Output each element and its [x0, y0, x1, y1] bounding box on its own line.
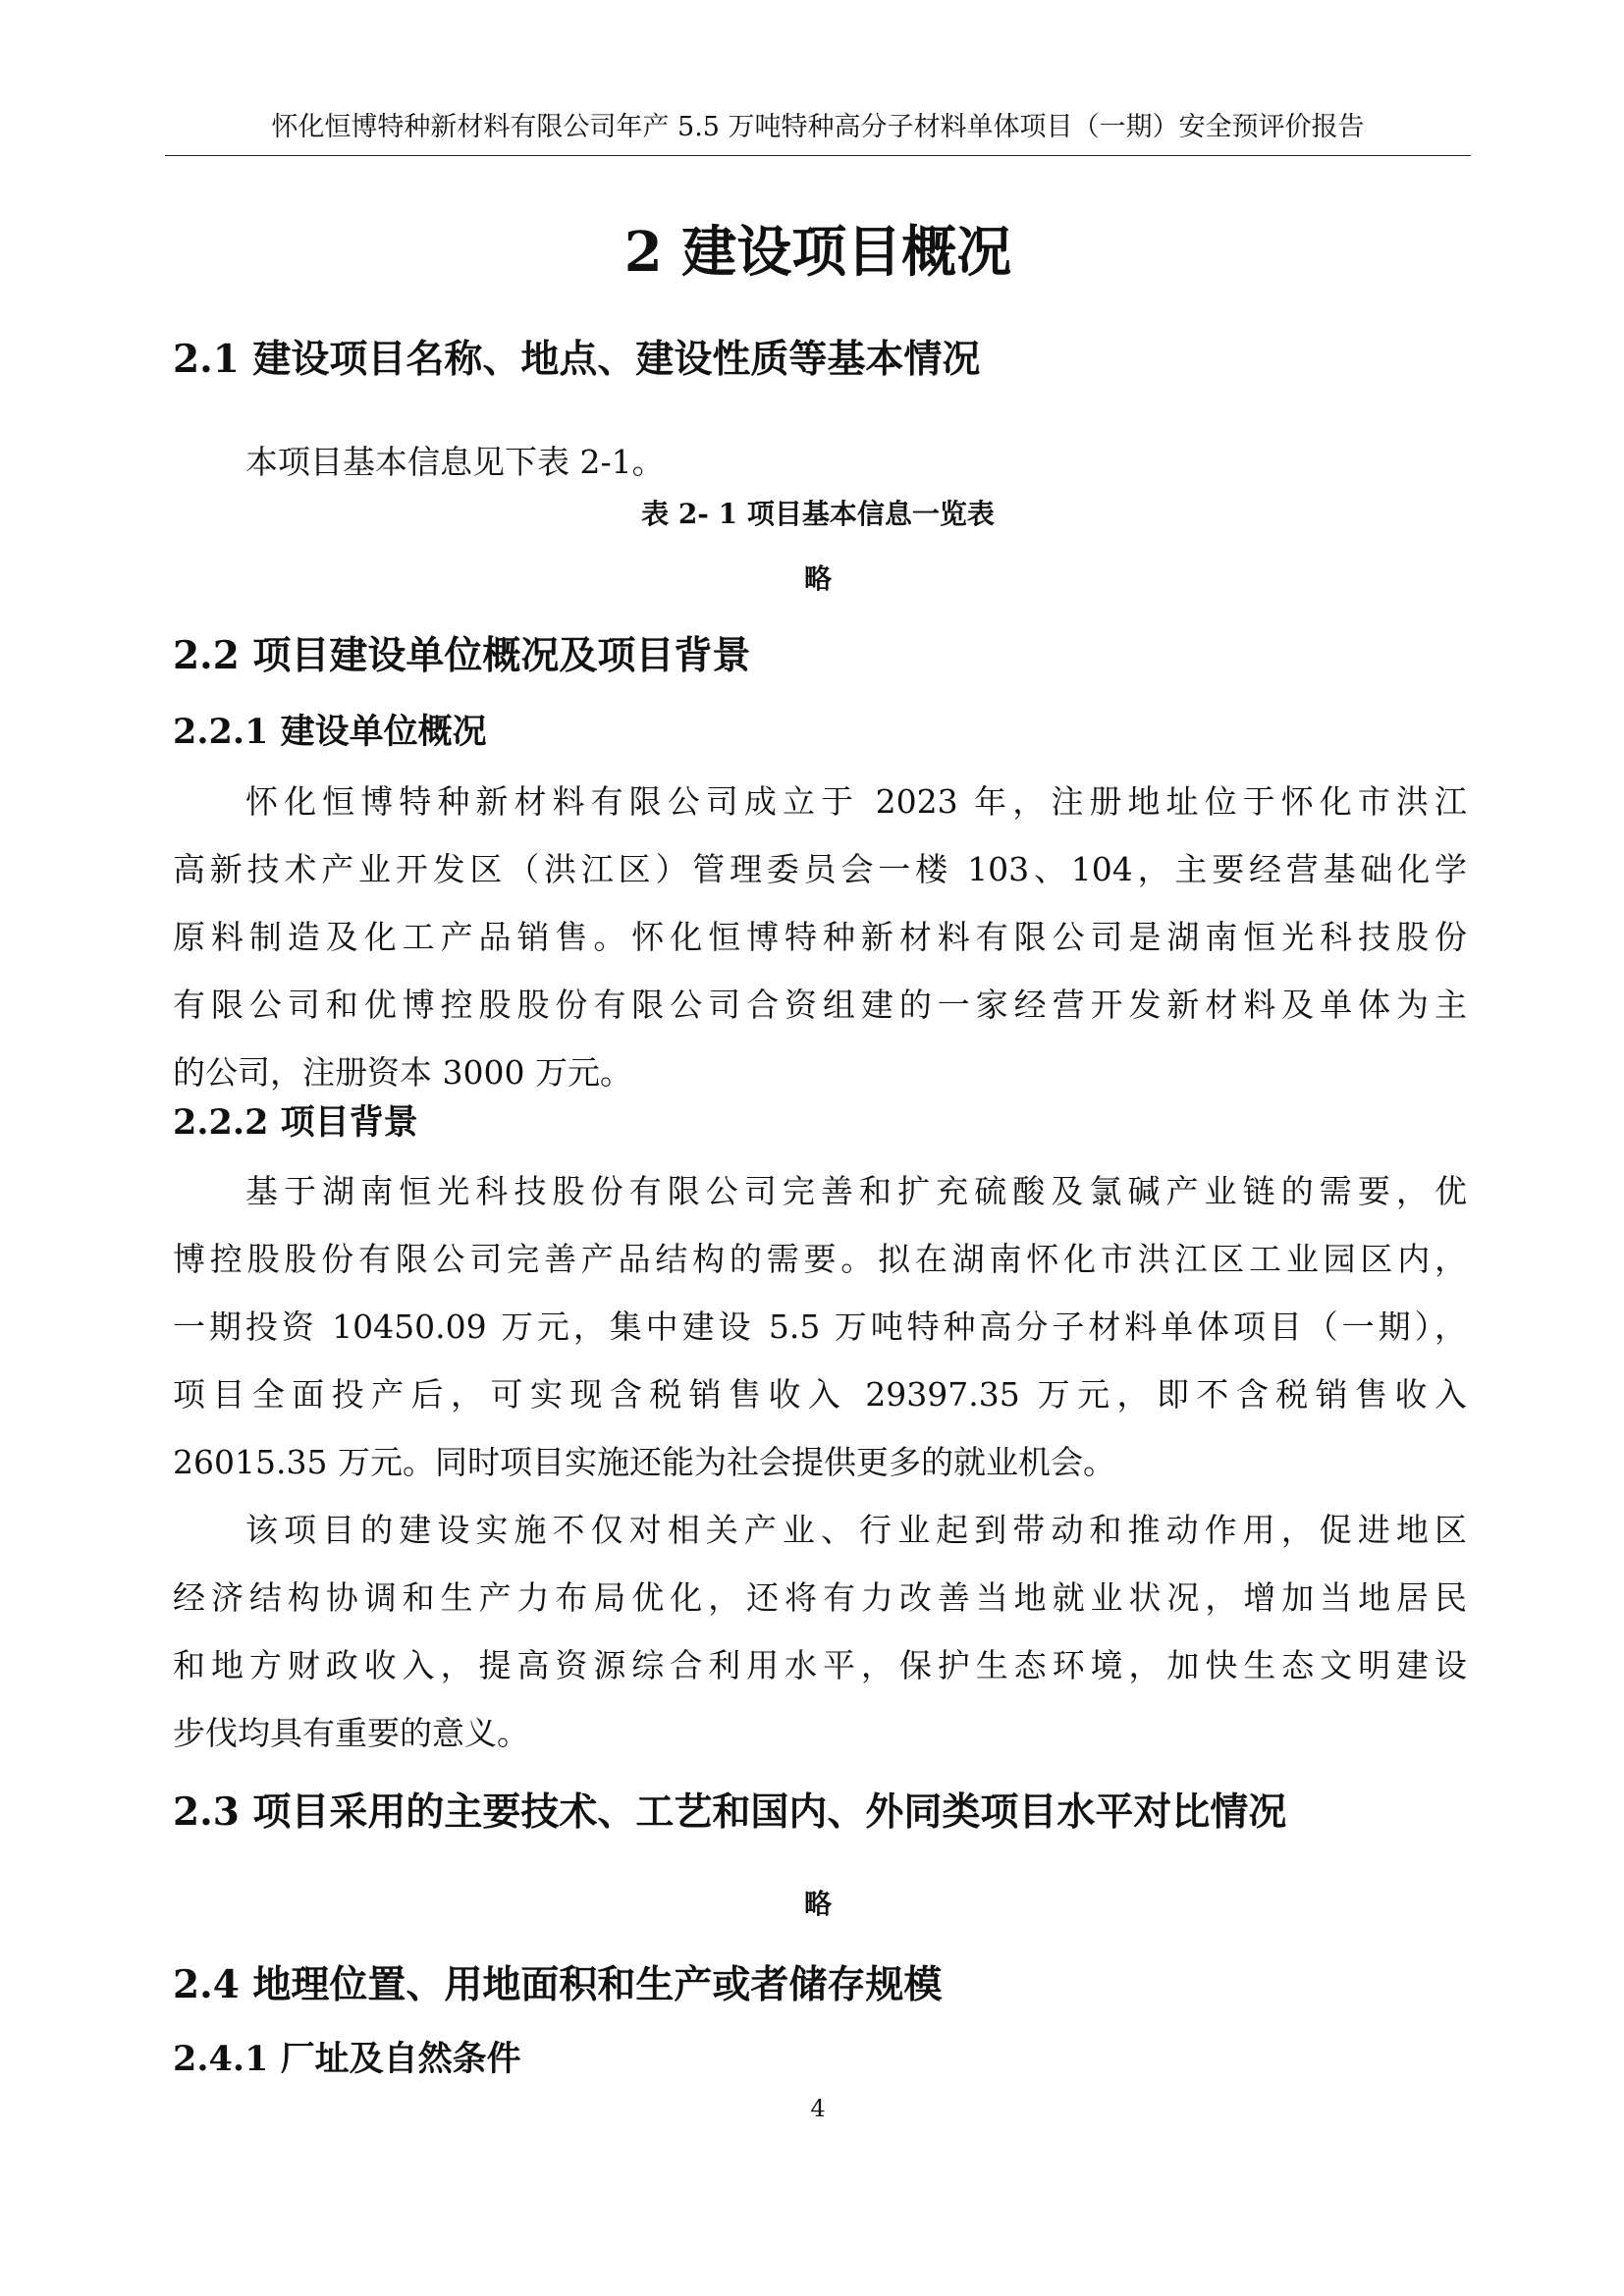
section-2-4-heading: 2.4 地理位置、用地面积和生产或者储存规模 [173, 1962, 943, 2007]
running-header: 怀化恒博特种新材料有限公司年产 5.5 万吨特种高分子材料单体项目（一期）安全预评价报告 [271, 112, 1365, 142]
paragraph-line: 高新技术产业开发区（洪江区）管理委员会一楼 103、104，主要经营基础化学 [173, 850, 1467, 888]
paragraph-line: 步伐均具有重要的意义。 [173, 1714, 529, 1752]
paragraph-line: 项目全面投产后，可实现含税销售收入 29397.35 万元，即不含税销售收入 [173, 1375, 1467, 1414]
paragraph-line: 基于湖南恒光科技股份有限公司完善和扩充硫酸及氯碱产业链的需要，优 [245, 1172, 1467, 1210]
section-2-4-1-heading: 2.4.1 厂址及自然条件 [173, 2039, 521, 2079]
chapter-title: 2 建设项目概况 [623, 220, 1012, 285]
section-2-3-heading: 2.3 项目采用的主要技术、工艺和国内、外同类项目水平对比情况 [173, 1789, 1287, 1835]
section-2-2-heading: 2.2 项目建设单位概况及项目背景 [173, 633, 751, 678]
paragraph-line: 有限公司和优博控股股份有限公司合资组建的一家经营开发新材料及单体为主 [173, 986, 1467, 1024]
paragraph-line: 一期投资 10450.09 万元，集中建设 5.5 万吨特种高分子材料单体项目（一期）， [173, 1308, 1467, 1346]
section-2-1-heading: 2.1 建设项目名称、地点、建设性质等基本情况 [173, 337, 981, 382]
header-divider [165, 155, 1471, 156]
paragraph-line: 经济结构协调和生产力布局优化，还将有力改善当地就业状况，增加当地居民 [173, 1578, 1467, 1617]
paragraph-line: 的公司，注册资本 3000 万元。 [173, 1053, 632, 1092]
section-2-2-1-heading: 2.2.1 建设单位概况 [173, 712, 487, 752]
paragraph-line: 怀化恒博特种新材料有限公司成立于 2023 年，注册地址位于怀化市洪江 [245, 782, 1467, 821]
section-2-2-2-heading: 2.2.2 项目背景 [173, 1102, 418, 1143]
section-2-3-omitted-note: 略 [803, 1888, 832, 1920]
paragraph-line: 和地方财政收入，提高资源综合利用水平，保护生态环境，加快生态文明建设 [173, 1646, 1467, 1684]
paragraph-line: 该项目的建设实施不仅对相关产业、行业起到带动和推动作用，促进地区 [245, 1511, 1467, 1549]
page-number: 4 [810, 2095, 826, 2122]
table-2-1-omitted-note: 略 [803, 562, 832, 595]
table-2-1-caption: 表 2- 1 项目基本信息一览表 [641, 498, 995, 530]
paragraph-line: 原料制造及化工产品销售。怀化恒博特种新材料有限公司是湖南恒光科技股份 [173, 918, 1467, 956]
paragraph-line: 26015.35 万元。同时项目实施还能为社会提供更多的就业机会。 [173, 1443, 1115, 1481]
paragraph-line: 博控股股份有限公司完善产品结构的需要。拟在湖南怀化市洪江区工业园区内， [173, 1240, 1467, 1278]
section-2-1-intro: 本项目基本信息见下表 2-1。 [245, 443, 665, 481]
